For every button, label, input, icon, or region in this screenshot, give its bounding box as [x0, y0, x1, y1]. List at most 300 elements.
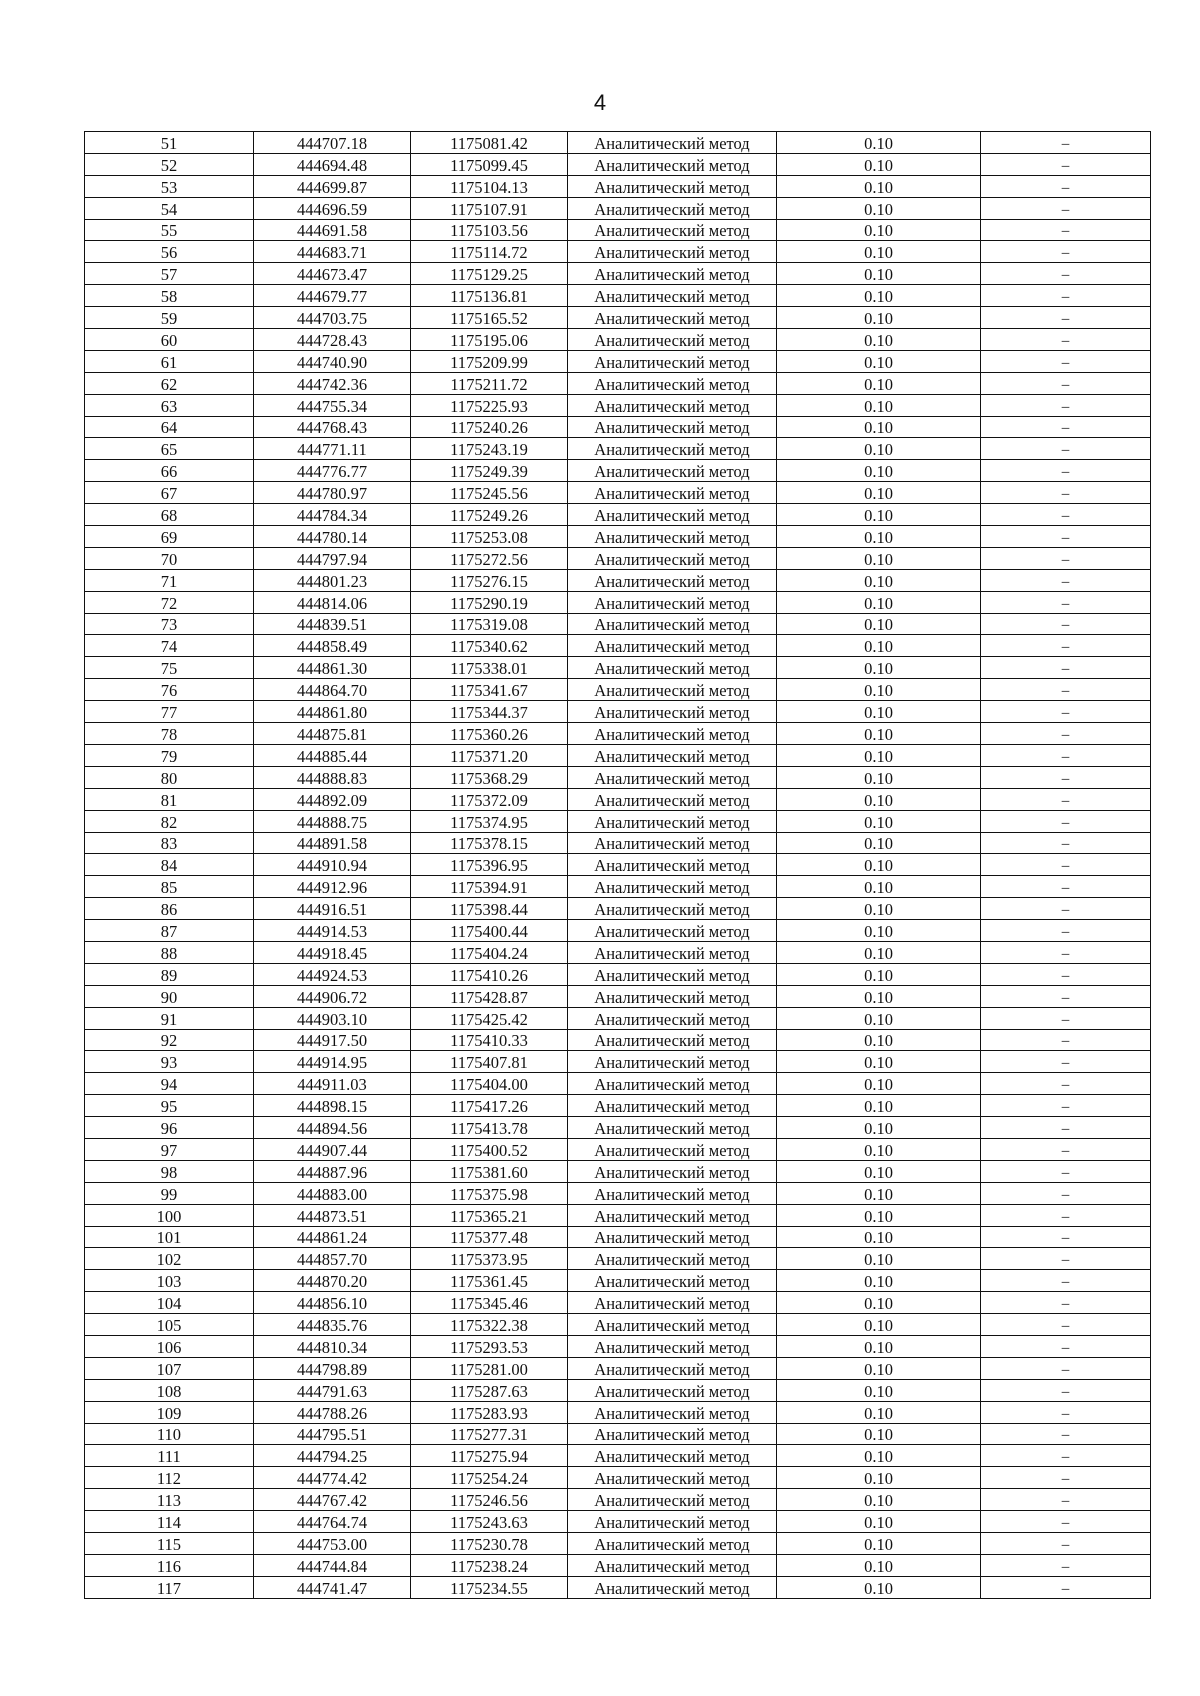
note-cell: – [981, 526, 1151, 548]
accuracy-cell: 0.10 [777, 1007, 981, 1029]
point-number-cell: 75 [85, 657, 254, 679]
point-number-cell: 87 [85, 920, 254, 942]
x-coordinate-cell: 444858.49 [254, 635, 411, 657]
x-coordinate-cell: 444839.51 [254, 613, 411, 635]
note-cell: – [981, 285, 1151, 307]
note-cell: – [981, 985, 1151, 1007]
note-cell: – [981, 1095, 1151, 1117]
point-number-cell: 100 [85, 1204, 254, 1226]
table-row [85, 1095, 1151, 1117]
note-cell: – [981, 832, 1151, 854]
x-coordinate-cell: 444741.47 [254, 1576, 411, 1598]
x-coordinate-cell: 444924.53 [254, 963, 411, 985]
method-cell: Аналитический метод [568, 153, 777, 175]
method-cell: Аналитический метод [568, 920, 777, 942]
accuracy-cell: 0.10 [777, 1226, 981, 1248]
point-number-cell: 68 [85, 504, 254, 526]
table-row [85, 1489, 1151, 1511]
accuracy-cell: 0.10 [777, 307, 981, 329]
x-coordinate-cell: 444861.30 [254, 657, 411, 679]
point-number-cell: 84 [85, 854, 254, 876]
x-coordinate-cell: 444694.48 [254, 153, 411, 175]
note-cell: – [981, 613, 1151, 635]
table-row [85, 1051, 1151, 1073]
x-coordinate-cell: 444728.43 [254, 329, 411, 351]
method-cell: Аналитический метод [568, 219, 777, 241]
y-coordinate-cell: 1175398.44 [411, 898, 568, 920]
x-coordinate-cell: 444795.51 [254, 1423, 411, 1445]
method-cell: Аналитический метод [568, 941, 777, 963]
y-coordinate-cell: 1175081.42 [411, 132, 568, 154]
y-coordinate-cell: 1175381.60 [411, 1160, 568, 1182]
y-coordinate-cell: 1175165.52 [411, 307, 568, 329]
point-number-cell: 82 [85, 810, 254, 832]
table-row [85, 854, 1151, 876]
table-row [85, 941, 1151, 963]
table-row [85, 1554, 1151, 1576]
accuracy-cell: 0.10 [777, 1138, 981, 1160]
x-coordinate-cell: 444744.84 [254, 1554, 411, 1576]
y-coordinate-cell: 1175230.78 [411, 1533, 568, 1555]
y-coordinate-cell: 1175368.29 [411, 766, 568, 788]
accuracy-cell: 0.10 [777, 1423, 981, 1445]
point-number-cell: 79 [85, 744, 254, 766]
y-coordinate-cell: 1175238.24 [411, 1554, 568, 1576]
y-coordinate-cell: 1175360.26 [411, 723, 568, 745]
method-cell: Аналитический метод [568, 657, 777, 679]
note-cell: – [981, 591, 1151, 613]
y-coordinate-cell: 1175340.62 [411, 635, 568, 657]
accuracy-cell: 0.10 [777, 985, 981, 1007]
accuracy-cell: 0.10 [777, 504, 981, 526]
point-number-cell: 59 [85, 307, 254, 329]
method-cell: Аналитический метод [568, 285, 777, 307]
note-cell: – [981, 1467, 1151, 1489]
accuracy-cell: 0.10 [777, 701, 981, 723]
accuracy-cell: 0.10 [777, 394, 981, 416]
accuracy-cell: 0.10 [777, 132, 981, 154]
x-coordinate-cell: 444791.63 [254, 1379, 411, 1401]
note-cell: – [981, 1138, 1151, 1160]
accuracy-cell: 0.10 [777, 679, 981, 701]
x-coordinate-cell: 444794.25 [254, 1445, 411, 1467]
x-coordinate-cell: 444888.83 [254, 766, 411, 788]
accuracy-cell: 0.10 [777, 788, 981, 810]
accuracy-cell: 0.10 [777, 1292, 981, 1314]
table-row [85, 744, 1151, 766]
point-number-cell: 69 [85, 526, 254, 548]
method-cell: Аналитический метод [568, 1182, 777, 1204]
note-cell: – [981, 372, 1151, 394]
note-cell: – [981, 1533, 1151, 1555]
table-row [85, 416, 1151, 438]
y-coordinate-cell: 1175361.45 [411, 1270, 568, 1292]
x-coordinate-cell: 444883.00 [254, 1182, 411, 1204]
accuracy-cell: 0.10 [777, 1445, 981, 1467]
note-cell: – [981, 1248, 1151, 1270]
note-cell: – [981, 1226, 1151, 1248]
point-number-cell: 56 [85, 241, 254, 263]
y-coordinate-cell: 1175225.93 [411, 394, 568, 416]
point-number-cell: 92 [85, 1029, 254, 1051]
table-row [85, 876, 1151, 898]
note-cell: – [981, 307, 1151, 329]
table-row [85, 1073, 1151, 1095]
y-coordinate-cell: 1175293.53 [411, 1335, 568, 1357]
method-cell: Аналитический метод [568, 788, 777, 810]
y-coordinate-cell: 1175410.33 [411, 1029, 568, 1051]
point-number-cell: 83 [85, 832, 254, 854]
point-number-cell: 108 [85, 1379, 254, 1401]
y-coordinate-cell: 1175249.26 [411, 504, 568, 526]
table-row [85, 1160, 1151, 1182]
point-number-cell: 61 [85, 350, 254, 372]
point-number-cell: 111 [85, 1445, 254, 1467]
point-number-cell: 73 [85, 613, 254, 635]
method-cell: Аналитический метод [568, 985, 777, 1007]
point-number-cell: 116 [85, 1554, 254, 1576]
note-cell: – [981, 1007, 1151, 1029]
table-row [85, 1467, 1151, 1489]
table-row [85, 766, 1151, 788]
point-number-cell: 57 [85, 263, 254, 285]
table-row [85, 788, 1151, 810]
point-number-cell: 96 [85, 1117, 254, 1139]
point-number-cell: 95 [85, 1095, 254, 1117]
note-cell: – [981, 219, 1151, 241]
point-number-cell: 58 [85, 285, 254, 307]
y-coordinate-cell: 1175377.48 [411, 1226, 568, 1248]
method-cell: Аналитический метод [568, 1051, 777, 1073]
point-number-cell: 77 [85, 701, 254, 723]
coordinates-table-body [85, 132, 1151, 1599]
x-coordinate-cell: 444798.89 [254, 1357, 411, 1379]
note-cell: – [981, 1314, 1151, 1336]
y-coordinate-cell: 1175209.99 [411, 350, 568, 372]
note-cell: – [981, 810, 1151, 832]
table-row [85, 1379, 1151, 1401]
accuracy-cell: 0.10 [777, 591, 981, 613]
y-coordinate-cell: 1175211.72 [411, 372, 568, 394]
y-coordinate-cell: 1175249.39 [411, 460, 568, 482]
method-cell: Аналитический метод [568, 350, 777, 372]
x-coordinate-cell: 444888.75 [254, 810, 411, 832]
y-coordinate-cell: 1175281.00 [411, 1357, 568, 1379]
x-coordinate-cell: 444771.11 [254, 438, 411, 460]
point-number-cell: 80 [85, 766, 254, 788]
accuracy-cell: 0.10 [777, 416, 981, 438]
table-row [85, 1226, 1151, 1248]
accuracy-cell: 0.10 [777, 460, 981, 482]
table-row [85, 1511, 1151, 1533]
table-row [85, 438, 1151, 460]
note-cell: – [981, 1117, 1151, 1139]
note-cell: – [981, 941, 1151, 963]
x-coordinate-cell: 444861.80 [254, 701, 411, 723]
table-row [85, 1029, 1151, 1051]
method-cell: Аналитический метод [568, 1357, 777, 1379]
y-coordinate-cell: 1175338.01 [411, 657, 568, 679]
table-row [85, 1204, 1151, 1226]
x-coordinate-cell: 444691.58 [254, 219, 411, 241]
note-cell: – [981, 547, 1151, 569]
note-cell: – [981, 263, 1151, 285]
x-coordinate-cell: 444914.95 [254, 1051, 411, 1073]
method-cell: Аналитический метод [568, 854, 777, 876]
table-row [85, 219, 1151, 241]
note-cell: – [981, 1401, 1151, 1423]
y-coordinate-cell: 1175404.00 [411, 1073, 568, 1095]
note-cell: – [981, 1029, 1151, 1051]
table-row [85, 657, 1151, 679]
table-row [85, 920, 1151, 942]
note-cell: – [981, 482, 1151, 504]
accuracy-cell: 0.10 [777, 263, 981, 285]
accuracy-cell: 0.10 [777, 832, 981, 854]
x-coordinate-cell: 444673.47 [254, 263, 411, 285]
note-cell: – [981, 1204, 1151, 1226]
note-cell: – [981, 657, 1151, 679]
table-row [85, 1357, 1151, 1379]
x-coordinate-cell: 444780.97 [254, 482, 411, 504]
y-coordinate-cell: 1175104.13 [411, 175, 568, 197]
accuracy-cell: 0.10 [777, 635, 981, 657]
y-coordinate-cell: 1175290.19 [411, 591, 568, 613]
x-coordinate-cell: 444764.74 [254, 1511, 411, 1533]
accuracy-cell: 0.10 [777, 1533, 981, 1555]
note-cell: – [981, 1335, 1151, 1357]
x-coordinate-cell: 444861.24 [254, 1226, 411, 1248]
table-row [85, 372, 1151, 394]
method-cell: Аналитический метод [568, 1445, 777, 1467]
x-coordinate-cell: 444898.15 [254, 1095, 411, 1117]
y-coordinate-cell: 1175407.81 [411, 1051, 568, 1073]
accuracy-cell: 0.10 [777, 1511, 981, 1533]
y-coordinate-cell: 1175428.87 [411, 985, 568, 1007]
x-coordinate-cell: 444914.53 [254, 920, 411, 942]
accuracy-cell: 0.10 [777, 744, 981, 766]
x-coordinate-cell: 444814.06 [254, 591, 411, 613]
table-row [85, 1423, 1151, 1445]
x-coordinate-cell: 444911.03 [254, 1073, 411, 1095]
y-coordinate-cell: 1175425.42 [411, 1007, 568, 1029]
x-coordinate-cell: 444875.81 [254, 723, 411, 745]
accuracy-cell: 0.10 [777, 350, 981, 372]
point-number-cell: 76 [85, 679, 254, 701]
x-coordinate-cell: 444857.70 [254, 1248, 411, 1270]
table-row [85, 963, 1151, 985]
table-row [85, 613, 1151, 635]
table-row [85, 329, 1151, 351]
y-coordinate-cell: 1175375.98 [411, 1182, 568, 1204]
table-row [85, 285, 1151, 307]
method-cell: Аналитический метод [568, 569, 777, 591]
x-coordinate-cell: 444906.72 [254, 985, 411, 1007]
accuracy-cell: 0.10 [777, 1489, 981, 1511]
accuracy-cell: 0.10 [777, 1576, 981, 1598]
accuracy-cell: 0.10 [777, 1073, 981, 1095]
y-coordinate-cell: 1175365.21 [411, 1204, 568, 1226]
table-row [85, 504, 1151, 526]
method-cell: Аналитический метод [568, 1335, 777, 1357]
y-coordinate-cell: 1175275.94 [411, 1445, 568, 1467]
method-cell: Аналитический метод [568, 263, 777, 285]
method-cell: Аналитический метод [568, 1511, 777, 1533]
point-number-cell: 52 [85, 153, 254, 175]
y-coordinate-cell: 1175136.81 [411, 285, 568, 307]
accuracy-cell: 0.10 [777, 329, 981, 351]
point-number-cell: 88 [85, 941, 254, 963]
accuracy-cell: 0.10 [777, 810, 981, 832]
accuracy-cell: 0.10 [777, 723, 981, 745]
note-cell: – [981, 1182, 1151, 1204]
point-number-cell: 103 [85, 1270, 254, 1292]
accuracy-cell: 0.10 [777, 526, 981, 548]
point-number-cell: 109 [85, 1401, 254, 1423]
x-coordinate-cell: 444810.34 [254, 1335, 411, 1357]
y-coordinate-cell: 1175253.08 [411, 526, 568, 548]
method-cell: Аналитический метод [568, 1138, 777, 1160]
accuracy-cell: 0.10 [777, 219, 981, 241]
point-number-cell: 62 [85, 372, 254, 394]
x-coordinate-cell: 444891.58 [254, 832, 411, 854]
point-number-cell: 93 [85, 1051, 254, 1073]
x-coordinate-cell: 444679.77 [254, 285, 411, 307]
method-cell: Аналитический метод [568, 1489, 777, 1511]
y-coordinate-cell: 1175372.09 [411, 788, 568, 810]
accuracy-cell: 0.10 [777, 1095, 981, 1117]
accuracy-cell: 0.10 [777, 941, 981, 963]
method-cell: Аналитический метод [568, 1423, 777, 1445]
point-number-cell: 66 [85, 460, 254, 482]
method-cell: Аналитический метод [568, 372, 777, 394]
table-row [85, 1576, 1151, 1598]
method-cell: Аналитический метод [568, 307, 777, 329]
y-coordinate-cell: 1175099.45 [411, 153, 568, 175]
point-number-cell: 117 [85, 1576, 254, 1598]
note-cell: – [981, 1073, 1151, 1095]
table-row [85, 1138, 1151, 1160]
note-cell: – [981, 744, 1151, 766]
point-number-cell: 51 [85, 132, 254, 154]
method-cell: Аналитический метод [568, 241, 777, 263]
method-cell: Аналитический метод [568, 547, 777, 569]
note-cell: – [981, 1357, 1151, 1379]
accuracy-cell: 0.10 [777, 1379, 981, 1401]
note-cell: – [981, 1051, 1151, 1073]
x-coordinate-cell: 444797.94 [254, 547, 411, 569]
point-number-cell: 114 [85, 1511, 254, 1533]
accuracy-cell: 0.10 [777, 1401, 981, 1423]
table-row [85, 460, 1151, 482]
accuracy-cell: 0.10 [777, 963, 981, 985]
table-row [85, 701, 1151, 723]
method-cell: Аналитический метод [568, 329, 777, 351]
x-coordinate-cell: 444776.77 [254, 460, 411, 482]
point-number-cell: 60 [85, 329, 254, 351]
accuracy-cell: 0.10 [777, 898, 981, 920]
point-number-cell: 112 [85, 1467, 254, 1489]
point-number-cell: 106 [85, 1335, 254, 1357]
point-number-cell: 72 [85, 591, 254, 613]
method-cell: Аналитический метод [568, 1007, 777, 1029]
accuracy-cell: 0.10 [777, 438, 981, 460]
method-cell: Аналитический метод [568, 197, 777, 219]
y-coordinate-cell: 1175103.56 [411, 219, 568, 241]
y-coordinate-cell: 1175245.56 [411, 482, 568, 504]
note-cell: – [981, 723, 1151, 745]
accuracy-cell: 0.10 [777, 153, 981, 175]
method-cell: Аналитический метод [568, 1576, 777, 1598]
table-row [85, 547, 1151, 569]
table-row [85, 263, 1151, 285]
method-cell: Аналитический метод [568, 175, 777, 197]
y-coordinate-cell: 1175276.15 [411, 569, 568, 591]
point-number-cell: 110 [85, 1423, 254, 1445]
point-number-cell: 91 [85, 1007, 254, 1029]
table-row [85, 197, 1151, 219]
accuracy-cell: 0.10 [777, 1335, 981, 1357]
table-row [85, 1292, 1151, 1314]
note-cell: – [981, 504, 1151, 526]
point-number-cell: 64 [85, 416, 254, 438]
table-row [85, 1533, 1151, 1555]
note-cell: – [981, 460, 1151, 482]
y-coordinate-cell: 1175272.56 [411, 547, 568, 569]
point-number-cell: 65 [85, 438, 254, 460]
note-cell: – [981, 241, 1151, 263]
x-coordinate-cell: 444903.10 [254, 1007, 411, 1029]
y-coordinate-cell: 1175195.06 [411, 329, 568, 351]
accuracy-cell: 0.10 [777, 197, 981, 219]
table-row [85, 635, 1151, 657]
point-number-cell: 107 [85, 1357, 254, 1379]
accuracy-cell: 0.10 [777, 482, 981, 504]
x-coordinate-cell: 444788.26 [254, 1401, 411, 1423]
point-number-cell: 101 [85, 1226, 254, 1248]
accuracy-cell: 0.10 [777, 372, 981, 394]
point-number-cell: 86 [85, 898, 254, 920]
point-number-cell: 99 [85, 1182, 254, 1204]
table-row [85, 679, 1151, 701]
x-coordinate-cell: 444894.56 [254, 1117, 411, 1139]
point-number-cell: 102 [85, 1248, 254, 1270]
x-coordinate-cell: 444768.43 [254, 416, 411, 438]
note-cell: – [981, 569, 1151, 591]
note-cell: – [981, 1445, 1151, 1467]
y-coordinate-cell: 1175396.95 [411, 854, 568, 876]
table-row [85, 1270, 1151, 1292]
note-cell: – [981, 1292, 1151, 1314]
note-cell: – [981, 132, 1151, 154]
y-coordinate-cell: 1175243.19 [411, 438, 568, 460]
x-coordinate-cell: 444885.44 [254, 744, 411, 766]
x-coordinate-cell: 444887.96 [254, 1160, 411, 1182]
note-cell: – [981, 679, 1151, 701]
point-number-cell: 55 [85, 219, 254, 241]
y-coordinate-cell: 1175378.15 [411, 832, 568, 854]
table-row [85, 1314, 1151, 1336]
x-coordinate-cell: 444910.94 [254, 854, 411, 876]
x-coordinate-cell: 444864.70 [254, 679, 411, 701]
method-cell: Аналитический метод [568, 876, 777, 898]
accuracy-cell: 0.10 [777, 1160, 981, 1182]
method-cell: Аналитический метод [568, 1379, 777, 1401]
x-coordinate-cell: 444907.44 [254, 1138, 411, 1160]
point-number-cell: 115 [85, 1533, 254, 1555]
method-cell: Аналитический метод [568, 701, 777, 723]
note-cell: – [981, 438, 1151, 460]
